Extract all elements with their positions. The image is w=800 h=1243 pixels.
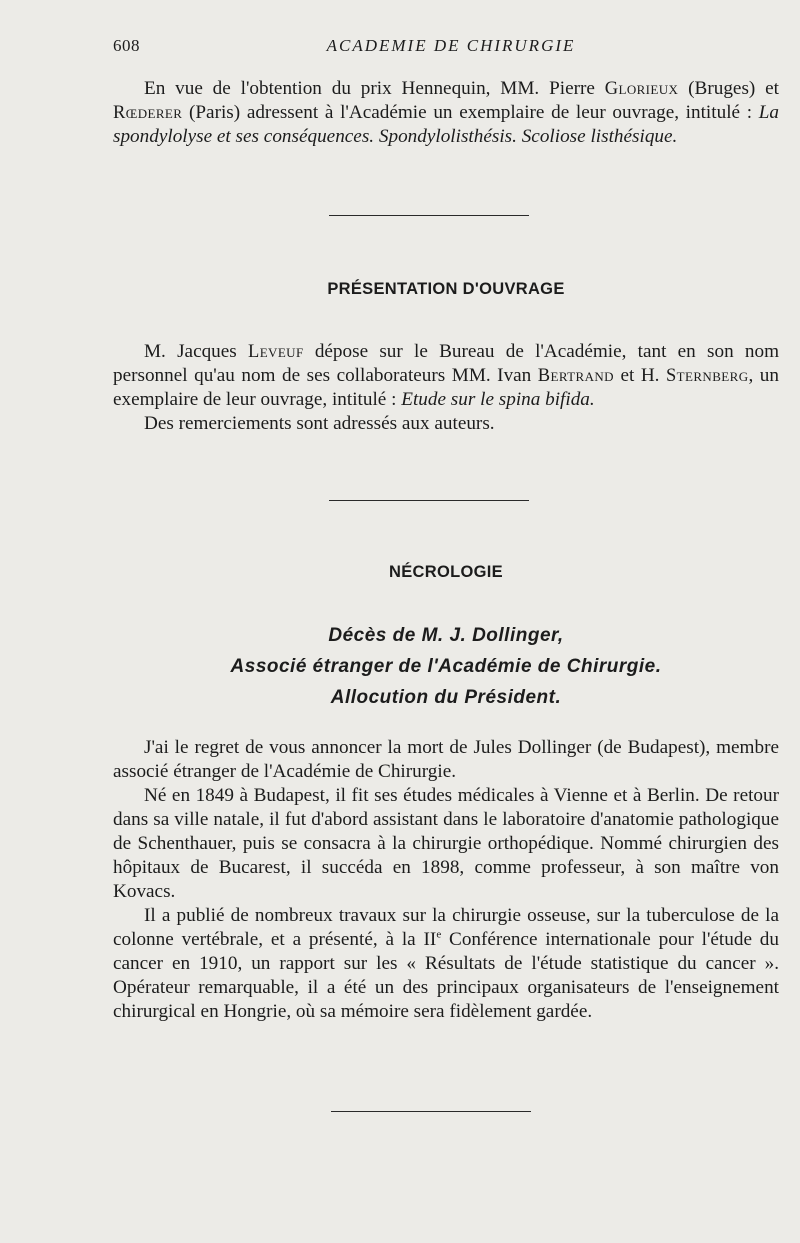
text-run: Conférence internationale pour l'étude du cancer en 1910, un rapport sur les « Résultats de l'étude statistique du cancer ». Opérateur remarquable, il a été un des principaux organisateurs de l'enseignement chirurgical en Hongrie, où sa mémoire sera fidèlement gardée. — [113, 929, 779, 1022]
text-run: Il a publié de nombreux travaux sur la chirurgie osseuse, sur la tuberculose de la colonne vertébrale, et a présenté, à la II — [113, 905, 779, 950]
ordinal-superscript: e — [436, 928, 442, 941]
text-run: (Bruges) et — [678, 78, 779, 99]
section-heading-presentation: PRÉSENTATION D'OUVRAGE — [327, 280, 565, 298]
author-name: Leveuf — [248, 342, 304, 362]
text-run: M. Jacques — [144, 341, 248, 362]
separator-rule — [329, 500, 529, 501]
author-name: Bertrand — [537, 366, 614, 386]
section-heading-necrology: NÉCROLOGIE — [389, 563, 503, 581]
presentation-block — [113, 340, 779, 436]
obituary-title — [113, 620, 779, 713]
text-run: (Paris) adressent à l'Académie un exemplaire de leur ouvrage, intitulé : — [182, 102, 759, 123]
obituary-title-line: Associé étranger de l'Académie de Chirurgie. — [230, 656, 662, 677]
book-title: La spondylolyse et ses conséquences. Spondylolisthésis. Scoliose listhésique. — [113, 102, 779, 147]
author-name: Rœderer — [113, 103, 183, 123]
obituary-paragraph: J'ai le regret de vous annoncer la mort de Jules Dollinger (de Budapest), membre associé étranger de l'Académie de Chirurgie. — [113, 737, 779, 782]
prize-notice-block — [113, 77, 779, 149]
running-head — [113, 36, 779, 60]
text-run: En vue de l'obtention du prix Hennequin, MM. Pierre — [144, 78, 605, 99]
presentation-paragraph — [113, 340, 779, 412]
obituary-body — [113, 736, 779, 1024]
separator-rule — [329, 215, 529, 216]
thanks-paragraph: Des remerciements sont adressés aux auteurs. — [144, 413, 495, 434]
obituary-title-line: Allocution du Président. — [330, 687, 562, 708]
page-number: 608 — [113, 36, 140, 55]
text-run: dépose sur le Bureau de l'Académie, tant en son nom personnel qu'au nom de ses collaborateurs MM. Ivan — [113, 341, 779, 386]
obituary-title-line: Décès de M. J. Dollinger, — [328, 625, 564, 646]
journal-title: ACADEMIE DE CHIRURGIE — [326, 36, 576, 55]
author-name: Sternberg — [665, 366, 749, 386]
book-title: Etude sur le spina bifida. — [401, 389, 595, 410]
obituary-paragraph — [113, 904, 779, 1024]
text-run: et H. — [613, 365, 666, 386]
text-run: , un exemplaire de leur ouvrage, intitulé : — [113, 365, 779, 410]
author-name: Glorieux — [604, 79, 679, 99]
prize-notice-paragraph — [113, 77, 779, 149]
obituary-paragraph: Né en 1849 à Budapest, il fit ses études médicales à Vienne et à Berlin. De retour dans sa ville natale, il fut d'abord assistant dans le laboratoire d'anatomie pathologique de Schenthauer, puis se consacra à la chirurgie orthopédique. Nommé chirurgien des hôpitaux de Bucarest, il succéda en 1898, comme professeur, à son maître von Kovacs. — [113, 785, 779, 902]
separator-rule — [331, 1111, 531, 1112]
